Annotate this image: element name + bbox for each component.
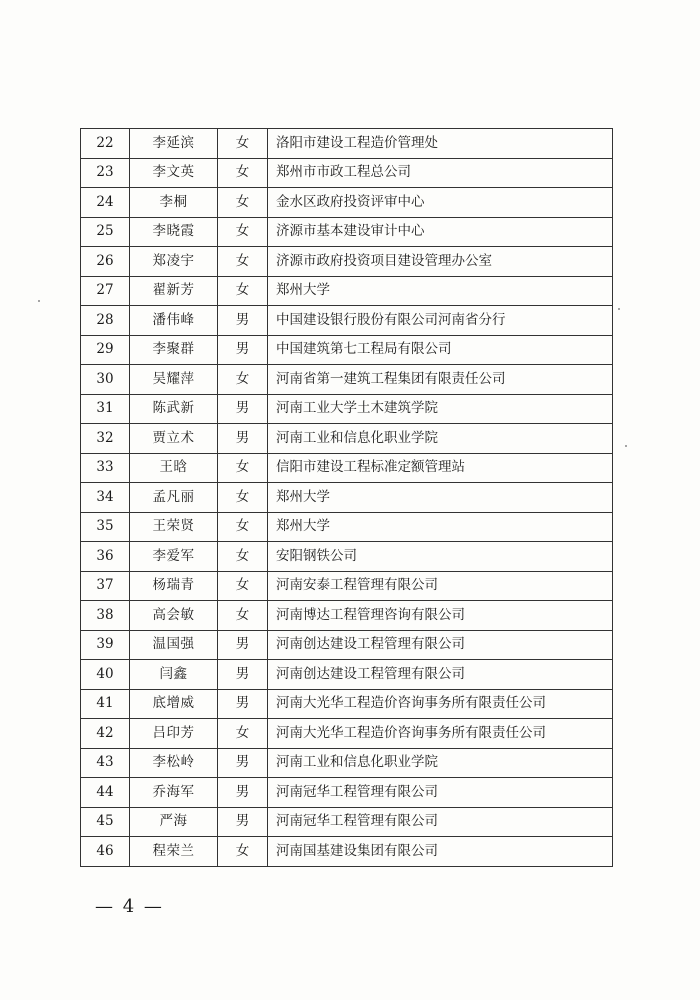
person-name-cell: 王荣贤 <box>130 512 218 542</box>
gender-cell: 男 <box>218 335 268 365</box>
person-name-cell: 严海 <box>130 807 218 837</box>
organization-cell: 河南大光华工程造价咨询事务所有限责任公司 <box>268 719 613 749</box>
person-name-cell: 贾立术 <box>130 424 218 454</box>
gender-cell: 男 <box>218 748 268 778</box>
person-name-cell: 李聚群 <box>130 335 218 365</box>
table-row <box>81 748 613 778</box>
person-name-cell: 李松岭 <box>130 748 218 778</box>
organization-cell: 金水区政府投资评审中心 <box>268 188 613 218</box>
person-name-cell: 吴耀萍 <box>130 365 218 395</box>
table-row <box>81 689 613 719</box>
gender-cell: 女 <box>218 129 268 159</box>
row-number-cell: 35 <box>81 512 130 542</box>
gender-cell: 女 <box>218 512 268 542</box>
table-row <box>81 158 613 188</box>
person-name-cell: 闫鑫 <box>130 660 218 690</box>
organization-cell: 河南工业大学土木建筑学院 <box>268 394 613 424</box>
organization-cell: 河南博达工程管理咨询有限公司 <box>268 601 613 631</box>
person-name-cell: 李文英 <box>130 158 218 188</box>
scan-speck <box>625 445 627 447</box>
table-row <box>81 276 613 306</box>
organization-cell: 河南大光华工程造价咨询事务所有限责任公司 <box>268 689 613 719</box>
gender-cell: 女 <box>218 453 268 483</box>
organization-cell: 中国建筑第七工程局有限公司 <box>268 335 613 365</box>
table-row <box>81 335 613 365</box>
row-number-cell: 34 <box>81 483 130 513</box>
row-number-cell: 32 <box>81 424 130 454</box>
organization-cell: 信阳市建设工程标准定额管理站 <box>268 453 613 483</box>
personnel-table <box>80 128 613 867</box>
row-number-cell: 28 <box>81 306 130 336</box>
row-number-cell: 45 <box>81 807 130 837</box>
person-name-cell: 李延滨 <box>130 129 218 159</box>
row-number-cell: 43 <box>81 748 130 778</box>
row-number-cell: 29 <box>81 335 130 365</box>
scan-speck <box>618 308 620 310</box>
gender-cell: 男 <box>218 630 268 660</box>
table-row <box>81 542 613 572</box>
gender-cell: 男 <box>218 778 268 808</box>
row-number-cell: 44 <box>81 778 130 808</box>
organization-cell: 郑州市市政工程总公司 <box>268 158 613 188</box>
table-row <box>81 601 613 631</box>
person-name-cell: 杨瑞青 <box>130 571 218 601</box>
gender-cell: 女 <box>218 247 268 277</box>
gender-cell: 女 <box>218 837 268 867</box>
page-number: — 4 — <box>95 896 164 917</box>
person-name-cell: 翟新芳 <box>130 276 218 306</box>
table-row <box>81 630 613 660</box>
row-number-cell: 37 <box>81 571 130 601</box>
gender-cell: 女 <box>218 217 268 247</box>
scan-speck <box>38 300 40 302</box>
table-row <box>81 483 613 513</box>
row-number-cell: 39 <box>81 630 130 660</box>
organization-cell: 济源市政府投资项目建设管理办公室 <box>268 247 613 277</box>
organization-cell: 安阳钢铁公司 <box>268 542 613 572</box>
table-row <box>81 660 613 690</box>
gender-cell: 女 <box>218 365 268 395</box>
table-row <box>81 247 613 277</box>
row-number-cell: 42 <box>81 719 130 749</box>
gender-cell: 女 <box>218 571 268 601</box>
row-number-cell: 30 <box>81 365 130 395</box>
person-name-cell: 程荣兰 <box>130 837 218 867</box>
gender-cell: 女 <box>218 719 268 749</box>
person-name-cell: 郑凌宇 <box>130 247 218 277</box>
table-row <box>81 837 613 867</box>
row-number-cell: 46 <box>81 837 130 867</box>
gender-cell: 女 <box>218 483 268 513</box>
organization-cell: 河南冠华工程管理有限公司 <box>268 807 613 837</box>
row-number-cell: 41 <box>81 689 130 719</box>
table-row <box>81 129 613 159</box>
organization-cell: 河南省第一建筑工程集团有限责任公司 <box>268 365 613 395</box>
table-row <box>81 424 613 454</box>
table-body <box>81 129 613 867</box>
organization-cell: 河南冠华工程管理有限公司 <box>268 778 613 808</box>
organization-cell: 郑州大学 <box>268 483 613 513</box>
row-number-cell: 26 <box>81 247 130 277</box>
table-row <box>81 365 613 395</box>
table-row <box>81 306 613 336</box>
organization-cell: 河南国基建设集团有限公司 <box>268 837 613 867</box>
gender-cell: 男 <box>218 306 268 336</box>
person-name-cell: 乔海军 <box>130 778 218 808</box>
gender-cell: 男 <box>218 660 268 690</box>
row-number-cell: 33 <box>81 453 130 483</box>
person-name-cell: 孟凡丽 <box>130 483 218 513</box>
gender-cell: 女 <box>218 276 268 306</box>
row-number-cell: 40 <box>81 660 130 690</box>
gender-cell: 男 <box>218 807 268 837</box>
table-row <box>81 778 613 808</box>
gender-cell: 男 <box>218 689 268 719</box>
gender-cell: 女 <box>218 188 268 218</box>
person-name-cell: 高会敏 <box>130 601 218 631</box>
person-name-cell: 李爱军 <box>130 542 218 572</box>
gender-cell: 男 <box>218 424 268 454</box>
person-name-cell: 陈武新 <box>130 394 218 424</box>
person-name-cell: 王晗 <box>130 453 218 483</box>
gender-cell: 女 <box>218 158 268 188</box>
organization-cell: 河南工业和信息化职业学院 <box>268 424 613 454</box>
row-number-cell: 38 <box>81 601 130 631</box>
table-row <box>81 453 613 483</box>
table-row <box>81 512 613 542</box>
row-number-cell: 24 <box>81 188 130 218</box>
row-number-cell: 25 <box>81 217 130 247</box>
organization-cell: 洛阳市建设工程造价管理处 <box>268 129 613 159</box>
person-name-cell: 李桐 <box>130 188 218 218</box>
person-name-cell: 吕印芳 <box>130 719 218 749</box>
table-row <box>81 217 613 247</box>
gender-cell: 男 <box>218 394 268 424</box>
gender-cell: 女 <box>218 542 268 572</box>
table-row <box>81 807 613 837</box>
person-name-cell: 潘伟峰 <box>130 306 218 336</box>
gender-cell: 女 <box>218 601 268 631</box>
organization-cell: 郑州大学 <box>268 276 613 306</box>
organization-cell: 郑州大学 <box>268 512 613 542</box>
row-number-cell: 31 <box>81 394 130 424</box>
organization-cell: 中国建设银行股份有限公司河南省分行 <box>268 306 613 336</box>
row-number-cell: 36 <box>81 542 130 572</box>
person-name-cell: 李晓霞 <box>130 217 218 247</box>
row-number-cell: 23 <box>81 158 130 188</box>
organization-cell: 济源市基本建设审计中心 <box>268 217 613 247</box>
organization-cell: 河南创达建设工程管理有限公司 <box>268 660 613 690</box>
row-number-cell: 27 <box>81 276 130 306</box>
table-row <box>81 719 613 749</box>
table-row <box>81 188 613 218</box>
person-name-cell: 底增威 <box>130 689 218 719</box>
person-name-cell: 温国强 <box>130 630 218 660</box>
table-row <box>81 394 613 424</box>
row-number-cell: 22 <box>81 129 130 159</box>
organization-cell: 河南安泰工程管理有限公司 <box>268 571 613 601</box>
organization-cell: 河南工业和信息化职业学院 <box>268 748 613 778</box>
table-row <box>81 571 613 601</box>
organization-cell: 河南创达建设工程管理有限公司 <box>268 630 613 660</box>
